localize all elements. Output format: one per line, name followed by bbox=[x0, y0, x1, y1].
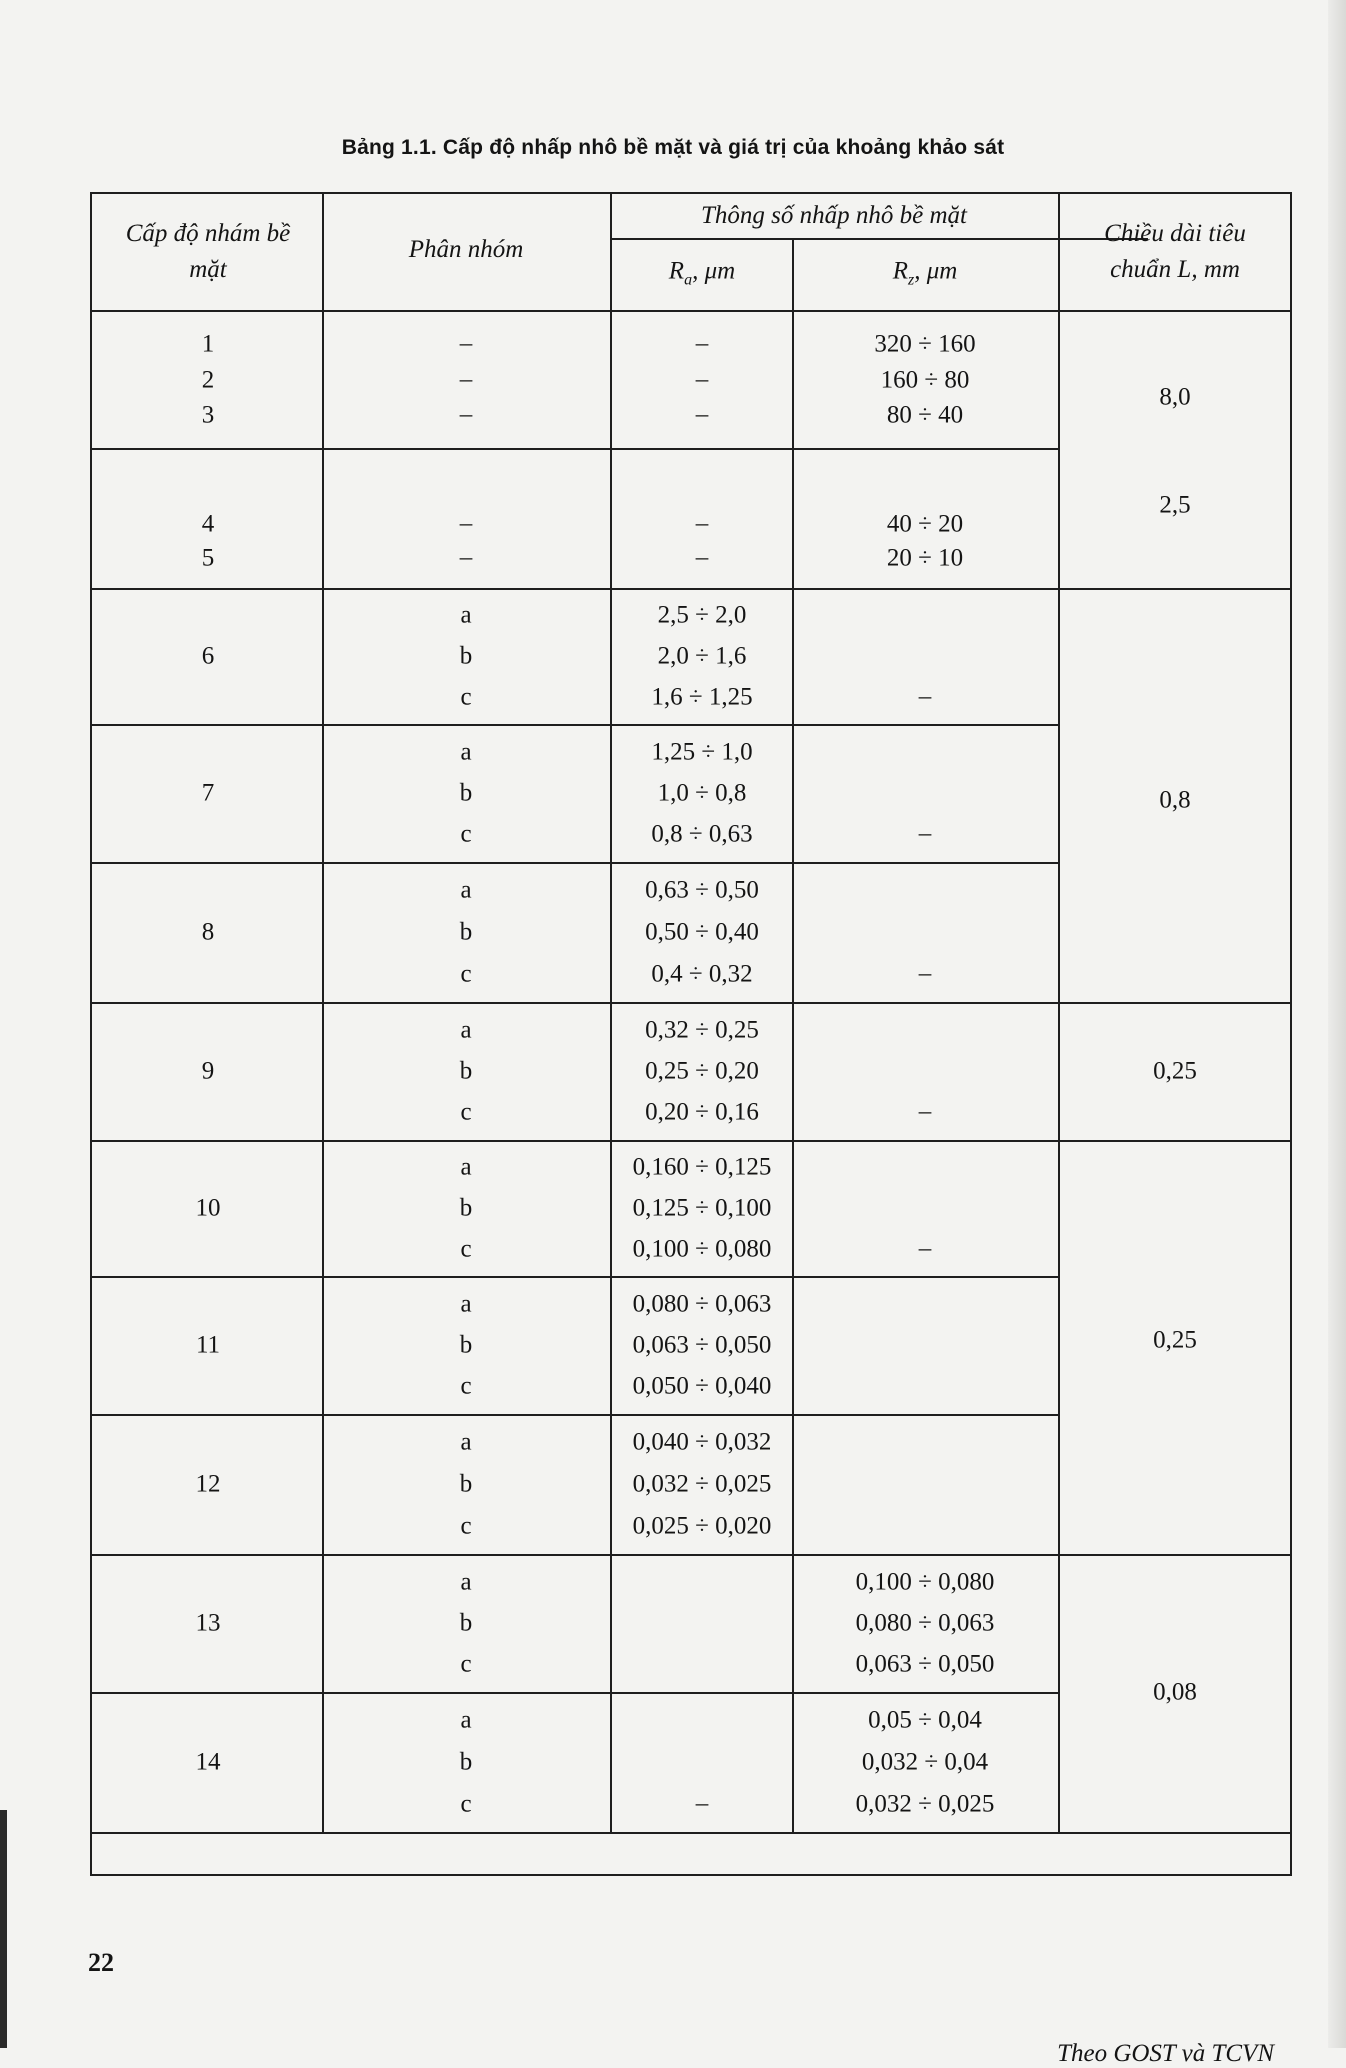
subgroup-cell: c bbox=[460, 1512, 472, 1540]
level-cell: 6 bbox=[201, 642, 215, 670]
table-caption: Bảng 1.1. Cấp độ nhấp nhô bề mặt và giá trị của khoảng khảo sát bbox=[341, 136, 1005, 159]
rule-row-8 bbox=[92, 1002, 1292, 1004]
group-cell: – bbox=[459, 510, 473, 537]
rule-row-10 bbox=[92, 1276, 1058, 1278]
level-cell: 8 bbox=[201, 918, 215, 946]
header-length: Chiều dài tiêu chuẩn L, mm bbox=[1104, 220, 1246, 283]
level-cell: 13 bbox=[195, 1609, 221, 1637]
rule-header-bottom bbox=[92, 310, 1292, 312]
rule-row-7 bbox=[92, 862, 1058, 864]
source-note: Theo GOST và TCVN bbox=[1057, 2040, 1274, 2067]
col-rule-2 bbox=[610, 194, 612, 1832]
ra-cell: 2,5 ÷ 2,0 bbox=[657, 601, 747, 629]
subgroup-cell: c bbox=[460, 820, 472, 848]
group-cell: – bbox=[459, 366, 473, 393]
ra-cell: 0,040 ÷ 0,032 bbox=[632, 1428, 772, 1456]
subgroup-cell: b bbox=[459, 1194, 473, 1222]
page-edge bbox=[1328, 0, 1346, 2048]
rz-cell: 0,080 ÷ 0,063 bbox=[855, 1609, 995, 1637]
ra-cell: – bbox=[695, 510, 709, 537]
ra-cell: 2,0 ÷ 1,6 bbox=[657, 642, 747, 670]
rz-cell: 40 ÷ 20 bbox=[886, 510, 964, 538]
length-cell: 0,25 bbox=[1153, 1057, 1197, 1085]
ra-cell: 0,20 ÷ 0,16 bbox=[645, 1098, 759, 1126]
ra-cell: 0,063 ÷ 0,050 bbox=[632, 1331, 772, 1359]
subgroup-cell: b bbox=[459, 779, 473, 807]
subgroup-cell: b bbox=[459, 1748, 473, 1776]
rule-row-13 bbox=[92, 1692, 1058, 1694]
rz-cell: – bbox=[918, 960, 932, 987]
subgroup-cell: a bbox=[460, 601, 472, 629]
subgroup-cell: a bbox=[460, 738, 472, 766]
ra-cell: – bbox=[695, 330, 709, 357]
ra-cell: 0,8 ÷ 0,63 bbox=[651, 820, 753, 848]
ra-cell: 0,32 ÷ 0,25 bbox=[645, 1016, 759, 1044]
rz-cell: 0,032 ÷ 0,04 bbox=[861, 1748, 989, 1776]
subgroup-cell: c bbox=[460, 1650, 472, 1678]
rule-row-6 bbox=[92, 724, 1058, 726]
ra-cell: – bbox=[695, 1790, 709, 1817]
subgroup-cell: a bbox=[460, 1016, 472, 1044]
ra-cell: 0,050 ÷ 0,040 bbox=[632, 1372, 772, 1400]
subgroup-cell: c bbox=[460, 683, 472, 711]
ra-cell: 0,4 ÷ 0,32 bbox=[651, 960, 753, 988]
ra-cell: 0,63 ÷ 0,50 bbox=[645, 876, 759, 904]
subgroup-cell: a bbox=[460, 1153, 472, 1181]
level-cell: 4 bbox=[201, 510, 215, 538]
col-rule-4 bbox=[1058, 194, 1060, 1832]
subgroup-cell: c bbox=[460, 960, 472, 988]
ra-cell: 0,032 ÷ 0,025 bbox=[632, 1470, 772, 1498]
group-cell: – bbox=[459, 330, 473, 357]
ra-cell: 0,025 ÷ 0,020 bbox=[632, 1512, 772, 1540]
ra-cell: – bbox=[695, 366, 709, 393]
subgroup-cell: c bbox=[460, 1790, 472, 1818]
level-cell: 10 bbox=[195, 1194, 221, 1222]
col-rule-1 bbox=[322, 194, 324, 1832]
ra-cell: 0,25 ÷ 0,20 bbox=[645, 1057, 759, 1085]
ra-cell: 0,125 ÷ 0,100 bbox=[632, 1194, 772, 1222]
subgroup-cell: a bbox=[460, 876, 472, 904]
length-cell: 2,5 bbox=[1159, 491, 1191, 519]
subgroup-cell: c bbox=[460, 1098, 472, 1126]
col-rule-3 bbox=[792, 238, 794, 1832]
rz-cell: 0,032 ÷ 0,025 bbox=[855, 1790, 995, 1818]
subgroup-cell: a bbox=[460, 1290, 472, 1318]
rz-cell: – bbox=[918, 820, 932, 848]
level-cell: 12 bbox=[195, 1470, 221, 1498]
ra-cell: 0,100 ÷ 0,080 bbox=[632, 1235, 772, 1263]
rule-row-11 bbox=[92, 1414, 1058, 1416]
subgroup-cell: a bbox=[460, 1568, 472, 1596]
ra-cell: 0,50 ÷ 0,40 bbox=[645, 918, 759, 946]
ra-cell: – bbox=[695, 401, 709, 428]
rz-cell: 0,05 ÷ 0,04 bbox=[868, 1706, 982, 1734]
ra-cell: 0,160 ÷ 0,125 bbox=[632, 1153, 772, 1181]
rz-cell: – bbox=[918, 1234, 932, 1262]
page-number: 22 bbox=[88, 1948, 114, 1977]
header-level: Cấp độ nhám bề mặt bbox=[125, 220, 291, 283]
rz-cell: 20 ÷ 10 bbox=[886, 544, 964, 572]
subgroup-cell: a bbox=[460, 1706, 472, 1734]
rule-row-3 bbox=[92, 448, 1058, 450]
header-roughness: Thông số nhấp nhô bề mặt bbox=[701, 202, 967, 229]
rz-cell: – bbox=[918, 1098, 932, 1126]
rule-row-14 bbox=[92, 1832, 1292, 1834]
subgroup-cell: b bbox=[459, 1057, 473, 1085]
level-cell: 2 bbox=[201, 366, 215, 394]
level-cell: 5 bbox=[201, 544, 215, 572]
level-cell: 14 bbox=[195, 1748, 221, 1776]
subgroup-cell: b bbox=[459, 1609, 473, 1637]
subgroup-cell: c bbox=[460, 1372, 472, 1400]
subgroup-cell: b bbox=[459, 918, 473, 946]
ra-cell: 1,0 ÷ 0,8 bbox=[657, 779, 747, 807]
length-cell: 0,25 bbox=[1153, 1326, 1197, 1354]
ra-cell: – bbox=[695, 544, 709, 571]
header-group: Phân nhóm bbox=[408, 236, 524, 263]
subgroup-cell: a bbox=[460, 1428, 472, 1456]
rz-cell: 0,100 ÷ 0,080 bbox=[855, 1568, 995, 1596]
rule-row-12 bbox=[92, 1554, 1292, 1556]
ra-cell: 1,25 ÷ 1,0 bbox=[651, 738, 753, 766]
subgroup-cell: b bbox=[459, 1470, 473, 1498]
length-cell: 8,0 bbox=[1159, 383, 1191, 411]
subgroup-cell: b bbox=[459, 1331, 473, 1359]
group-cell: – bbox=[459, 401, 473, 428]
subgroup-cell: c bbox=[460, 1235, 472, 1263]
rule-row-9 bbox=[92, 1140, 1292, 1142]
level-cell: 11 bbox=[195, 1331, 221, 1359]
group-cell: – bbox=[459, 544, 473, 571]
ra-cell: 0,080 ÷ 0,063 bbox=[632, 1290, 772, 1318]
rz-cell: 320 ÷ 160 bbox=[874, 330, 976, 358]
level-cell: 3 bbox=[201, 401, 215, 429]
rule-header-sub bbox=[610, 238, 1148, 240]
level-cell: 9 bbox=[201, 1057, 215, 1085]
level-cell: 7 bbox=[201, 779, 215, 807]
length-cell: 0,8 bbox=[1159, 786, 1191, 814]
ra-cell: 1,6 ÷ 1,25 bbox=[651, 683, 753, 711]
header-ra: $R_a$, μm bbox=[668, 257, 736, 289]
rz-cell: 0,063 ÷ 0,050 bbox=[855, 1650, 995, 1678]
binding-shadow bbox=[0, 1810, 7, 2048]
rz-cell: 160 ÷ 80 bbox=[880, 366, 970, 394]
rz-cell: 80 ÷ 40 bbox=[886, 401, 964, 429]
header-rz: $R_z$, μm bbox=[892, 257, 958, 289]
length-cell: 0,08 bbox=[1153, 1678, 1197, 1706]
rz-cell: – bbox=[918, 682, 932, 710]
rule-row-5 bbox=[92, 588, 1292, 590]
level-cell: 1 bbox=[201, 330, 215, 358]
subgroup-cell: b bbox=[459, 642, 473, 670]
